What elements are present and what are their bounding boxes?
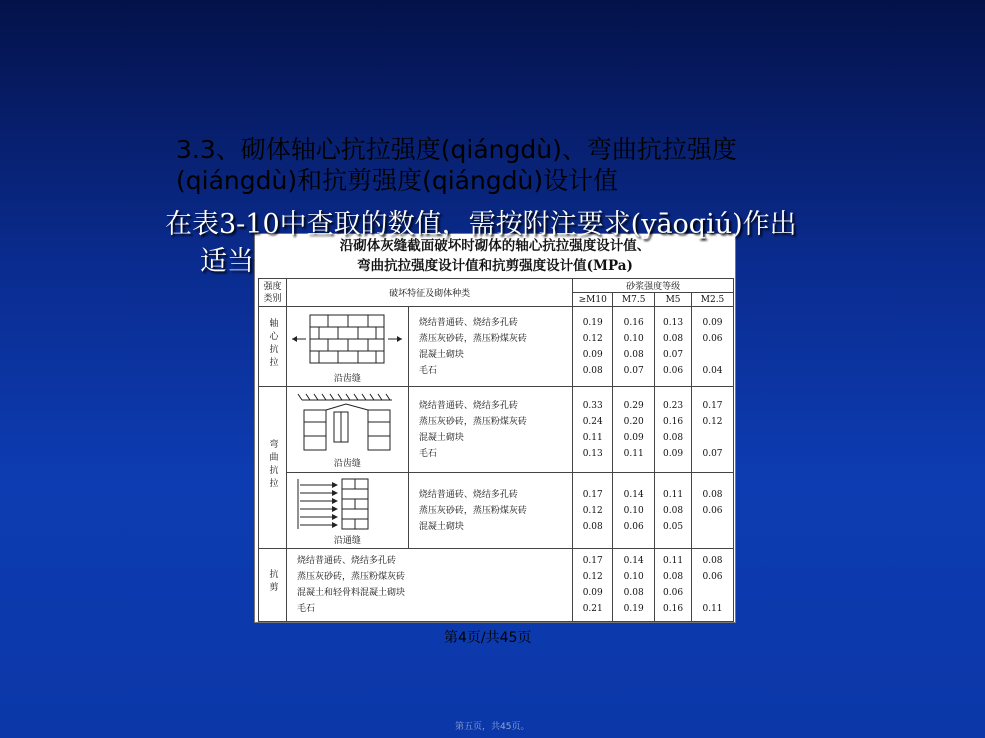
brick-through-joint-diagram [288,475,406,533]
value-cell: 0.12 [702,416,723,427]
value-cell: 0.07 [702,448,723,459]
value-cell [692,585,733,601]
value-cell: 0.33 [582,400,603,411]
diagram-caption: 沿齿缝 [333,459,361,469]
diagram-caption: 沿通缝 [333,536,361,546]
value-cell [692,347,733,363]
value-cell: 0.23 [663,400,684,411]
page-number: 第4页/共45页 [444,630,532,646]
kind-item: 毛石 [296,604,315,614]
page-footer-small: 第五页，共45页。 [455,722,530,732]
header-strength-type: 强度类别 [259,279,287,307]
value-cell: 0.09 [623,432,644,443]
value-cell: 0.08 [663,333,684,344]
value-cell: 0.11 [582,432,603,443]
value-cell: 0.08 [663,505,684,516]
values-col [655,473,692,549]
value-cell: 0.11 [663,556,684,566]
value-cell: 0.09 [663,448,684,459]
kind-item: 烧结普通砖、烧结多孔砖 [418,489,518,500]
value-cell: 0.20 [623,416,644,427]
values-col [573,307,613,387]
values-col [613,387,655,473]
body-text-line1: 在表3-10中查取的数值，需按附注要求(yāoqiú)作出 [165,209,797,240]
value-cell: 0.06 [623,521,644,532]
value-cell: 0.09 [582,349,603,360]
kind-item: 烧结普通砖、烧结多孔砖 [296,556,396,566]
diagram-axial [286,307,408,387]
kind-item: 混凝土砌块 [418,349,464,360]
body-text-line2: 适当 [200,246,254,277]
value-cell: 0.06 [702,505,723,516]
kinds-bending [408,387,572,473]
type-label: 轴心抗拉 [267,317,278,370]
kind-item: 蒸压灰砂砖，蒸压粉煤灰砖 [418,505,527,516]
type-label: 弯曲抗拉 [267,438,278,491]
brick-tension-diagram [288,309,406,371]
value-cell: 0.16 [663,416,684,427]
kind-item: 烧结普通砖、烧结多孔砖 [418,400,518,411]
value-cell: 0.24 [582,416,603,427]
values-col [655,549,692,622]
value-cell: 0.29 [623,400,644,411]
value-cell: 0.05 [663,521,684,532]
value-cell: 0.16 [623,317,644,328]
strength-table [258,278,734,622]
strength-table-image [254,233,736,623]
header-feature: 破坏特征及砌体种类 [286,279,572,307]
values-col [655,307,692,387]
type-bending-tension [259,387,287,549]
value-cell: 0.19 [582,317,603,328]
values-col [613,307,655,387]
kind-item: 蒸压灰砂砖，蒸压粉煤灰砖 [418,416,527,427]
diagram-bending-tooth [286,387,408,473]
type-label: 抗剪 [267,569,278,595]
values-col [573,387,613,473]
value-cell: 0.19 [623,604,644,614]
value-cell: 0.07 [663,349,684,360]
value-cell [692,430,733,446]
value-cell: 0.06 [663,365,684,376]
value-cell: 0.06 [702,572,723,582]
value-cell: 0.11 [702,604,723,614]
value-cell: 0.14 [623,489,644,500]
value-cell: 0.17 [582,489,603,500]
kind-item: 混凝土砌块 [418,432,464,443]
value-cell: 0.10 [623,505,644,516]
kind-item: 烧结普通砖、烧结多孔砖 [418,317,518,328]
type-axial-tension [259,307,287,387]
values-col [573,473,613,549]
value-cell: 0.06 [702,333,723,344]
value-cell: 0.08 [623,349,644,360]
value-cell: 0.09 [702,317,723,328]
values-col [613,549,655,622]
value-cell: 0.08 [582,521,603,532]
value-cell: 0.17 [702,400,723,411]
value-cell: 0.08 [663,572,684,582]
value-cell: 0.13 [663,317,684,328]
diagram-caption: 沿齿缝 [333,374,361,384]
value-cell: 0.11 [663,489,684,500]
kind-item: 毛石 [418,365,437,376]
grade-m5: M5 [655,293,692,307]
values-col [692,307,734,387]
kind-item: 蒸压灰砂砖，蒸压粉煤灰砖 [296,572,405,582]
values-col [613,473,655,549]
value-cell: 0.16 [663,604,684,614]
values-col [692,473,734,549]
values-col [655,387,692,473]
value-cell: 0.07 [623,365,644,376]
value-cell: 0.12 [582,572,603,582]
kind-item: 毛石 [418,448,437,459]
value-cell: 0.17 [582,556,603,566]
value-cell: 0.14 [623,556,644,566]
value-cell: 0.04 [702,365,723,376]
value-cell: 0.21 [582,604,603,614]
value-cell: 0.06 [663,588,684,598]
slide-heading: 3.3、砌体轴心抗拉强度(qiángdù)、弯曲抗拉强度(qiángdù)和抗剪强度(qiángdù)设计值 [176,135,737,195]
values-col [692,549,734,622]
diagram-bending-through [286,473,408,549]
value-cell: 0.09 [582,588,603,598]
value-cell [692,519,733,535]
grade-m7-5: M7.5 [613,293,655,307]
grade-m10: ≥M10 [573,293,613,307]
value-cell: 0.12 [582,505,603,516]
kinds-through [408,473,572,549]
value-cell: 0.12 [582,333,603,344]
header-mortar: 砂浆强度等级 [573,279,734,293]
values-col [573,549,613,622]
table-title-line2: 弯曲抗拉强度设计值和抗剪强度设计值(MPa) [357,258,633,274]
value-cell: 0.08 [663,432,684,443]
kind-item: 混凝土和轻骨料混凝土砌块 [296,588,405,598]
kinds-axial [408,307,572,387]
kind-item: 混凝土砌块 [418,521,464,532]
type-shear [259,549,287,622]
value-cell: 0.08 [623,588,644,598]
value-cell: 0.10 [623,333,644,344]
brick-bending-diagram [288,390,406,456]
value-cell: 0.13 [582,448,603,459]
value-cell: 0.08 [702,556,723,566]
value-cell: 0.08 [582,365,603,376]
kinds-shear [286,549,572,622]
grade-m2-5: M2.5 [692,293,734,307]
table-title-line1: 沿砌体灰缝截面破坏时砌体的轴心抗拉强度设计值、 [339,238,651,254]
values-col [692,387,734,473]
value-cell: 0.11 [623,448,644,459]
value-cell: 0.10 [623,572,644,582]
kind-item: 蒸压灰砂砖，蒸压粉煤灰砖 [418,333,527,344]
value-cell: 0.08 [702,489,723,500]
